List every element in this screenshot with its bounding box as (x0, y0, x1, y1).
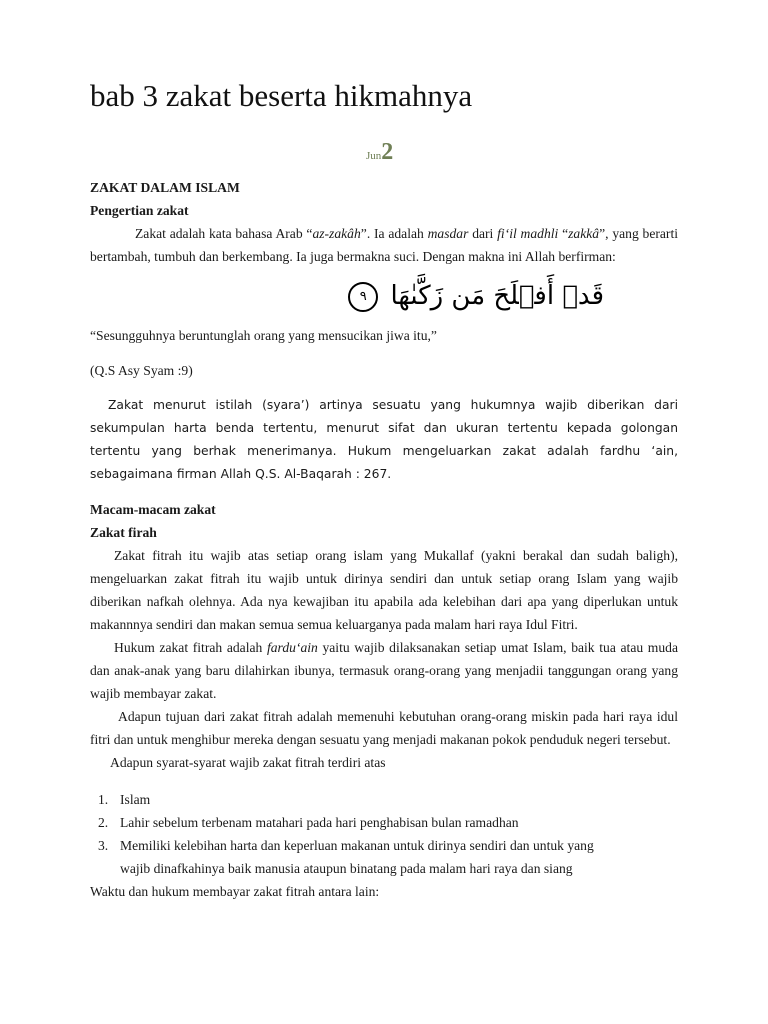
text-run: Zakat adalah kata bahasa Arab “ (135, 226, 313, 241)
verse-reference: (Q.S Asy Syam :9) (90, 363, 193, 378)
macam-paragraph-1: Zakat fitrah itu wajib atas setiap orang islam yang Mukallaf (yakni berakal dan sudah baligh), mengeluarkan zakat fitrah itu wajib untuk dirinya sendiri dan untuk setiap orang Islam yang wajib diberikan nafkah olehnya. Ada nya kewajiban itu apabila ada kelebihan dari apa yang diperlukan untuk makannnya sendiri dan makan semua semua keluarganya pada malam hari raya Idul Fitri. (90, 548, 678, 632)
pengertian-paragraph-2: Zakat menurut istilah (syara’) artinya sesuatu yang hukumnya wajib diberikan dari sekumpulan harta benda tertentu, menurut sifat dan ukuran tertentu kepada golongan tertentu yang berhak menerimanya. Hukum mengeluarkan zakat adalah fardhu ‘ain, sebagaimana firman Allah Q.S. Al-Baqarah : 267. (90, 398, 678, 481)
pengertian-paragraph-1 (90, 222, 678, 268)
pengertian-heading: Pengertian zakat (90, 203, 189, 218)
term-zakka: zakkâ (568, 226, 600, 241)
list-item (90, 811, 678, 834)
list-text: Memiliki kelebihan harta dan keperluan makanan untuk dirinya sendiri dan untuk yang (120, 838, 594, 853)
term-fiil-madhli: fi‘il madhli (497, 226, 559, 241)
article-body (90, 176, 678, 903)
text-run: “ (558, 226, 569, 241)
macam-paragraph-4: Adapun syarat-syarat wajib zakat fitrah terdiri atas (110, 755, 386, 770)
arabic-verse-text: قَدۡ أَفۡلَحَ مَن زَكَّىٰهَا (390, 281, 604, 311)
macam-paragraph-2 (90, 636, 678, 705)
term-fardu-ain: fardu‘ain (266, 640, 318, 655)
macam-heading: Macam-macam zakat (90, 502, 216, 517)
list-text: Islam (120, 792, 151, 807)
arabic-verse (348, 276, 604, 316)
list-item (90, 834, 678, 880)
term-az-zakah: az-zakâh (312, 226, 361, 241)
arabic-verse-block (90, 268, 678, 324)
verse-translation: “Sesungguhnya beruntunglah orang yang mensucikan jiwa itu,” (90, 328, 437, 343)
date-day: 2 (381, 139, 394, 165)
date-month: Jun (366, 150, 382, 162)
waktu-paragraph: Waktu dan hukum membayar zakat fitrah antara lain: (90, 884, 380, 899)
page-title: bab 3 zakat beserta hikmahnya (90, 78, 473, 113)
text-run: ”. Ia adalah (360, 226, 428, 241)
ayah-number-badge: ٩ (348, 282, 378, 312)
text-run: ”, yang berarti bertambah, tumbuh dan berkembang. Ia juga bermakna suci. Dengan makna ini Allah berfirman: (90, 226, 678, 264)
list-text-continued: wajib dinafkahinya baik manusia ataupun binatang pada malam hari raya dan siang (120, 861, 573, 876)
macam-paragraph-3: Adapun tujuan dari zakat fitrah adalah memenuhi kebutuhan orang-orang miskin pada hari raya idul fitri dan untuk menghibur mereka dengan sesuatu yang menjadi makanan pokok penduduk negeri tersebut. (90, 709, 678, 747)
list-text: Lahir sebelum terbenam matahari pada hari penghabisan bulan ramadhan (120, 815, 519, 830)
term-masdar: masdar (427, 226, 469, 241)
list-number: 3. (98, 838, 109, 853)
zakat-firah-heading: Zakat firah (90, 525, 157, 540)
syarat-list (90, 788, 678, 880)
list-number: 2. (98, 815, 109, 830)
list-number: 1. (98, 792, 109, 807)
list-item (90, 788, 678, 811)
post-date (366, 138, 393, 170)
text-run: yaitu wajib dilaksanakan setiap umat Islam, baik tua atau muda dan anak-anak yang baru dilahirkan ibunya, termasuk orang-orang yang menjadii tanggungan orang yang wajib membayar zakat. (90, 640, 678, 701)
text-run: dari (468, 226, 498, 241)
section-heading: ZAKAT DALAM ISLAM (90, 180, 240, 195)
text-run: Hukum zakat fitrah adalah (114, 640, 267, 655)
